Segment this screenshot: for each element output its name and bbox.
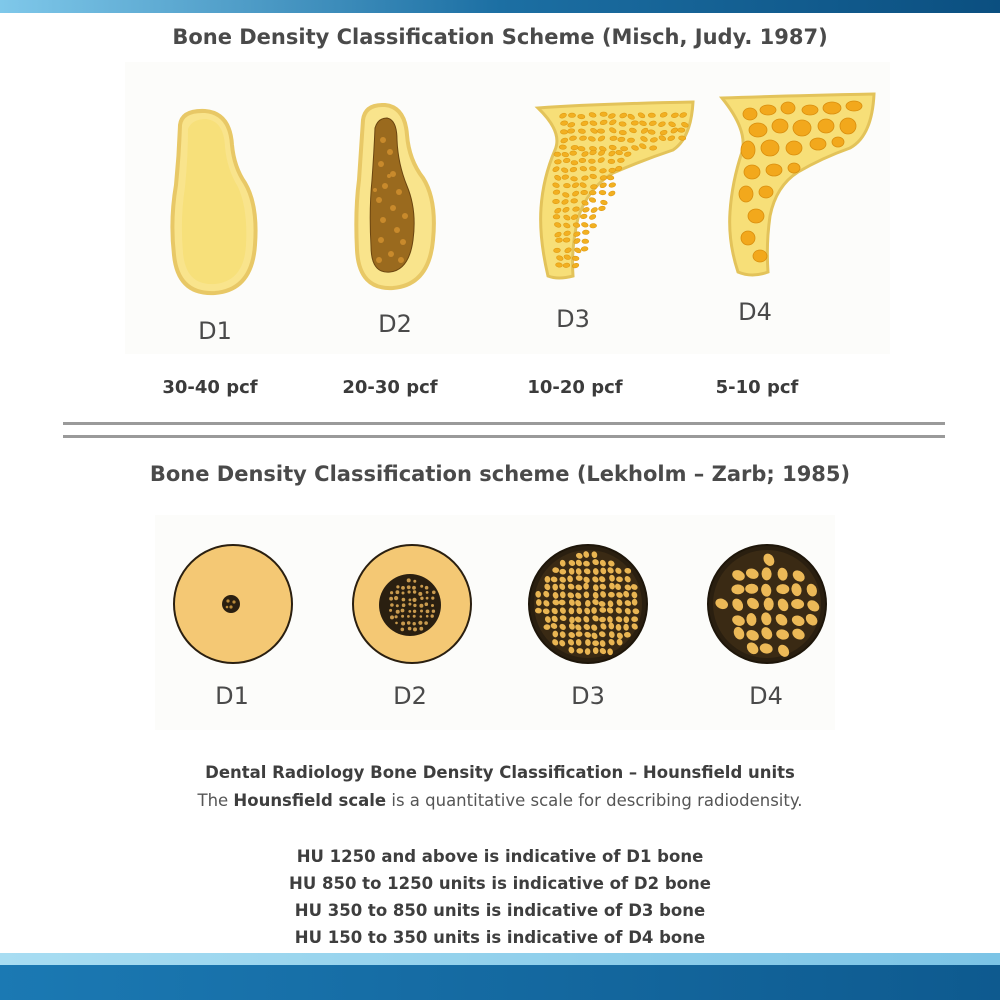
- lekholm-zarb-section-title: Bone Density Classification scheme (Lekholm – Zarb; 1985): [149, 462, 851, 486]
- hounsfield-scale-term: Hounsfield scale: [233, 791, 387, 810]
- hu-range-d1: HU 1250 and above is indicative of D1 bone: [296, 847, 704, 866]
- lz-d4-disc: [705, 542, 829, 666]
- section-divider-bottom: [63, 435, 945, 438]
- misch-density-d1: 30-40 pcf: [162, 377, 258, 398]
- lz-label-d1: D1: [215, 682, 249, 710]
- top-band: [0, 0, 1000, 13]
- hounsfield-heading: Dental Radiology Bone Density Classification – Hounsfield units: [205, 763, 795, 782]
- lz-label-d4: D4: [749, 682, 783, 710]
- lz-label-d3: D3: [571, 682, 605, 710]
- misch-density-d3: 10-20 pcf: [527, 377, 623, 398]
- misch-section-title: Bone Density Classification Scheme (Misch, Judy. 1987): [172, 25, 828, 49]
- misch-d3-bone-illustration: [533, 98, 698, 288]
- misch-d4-bone-illustration: [718, 92, 878, 282]
- misch-label-d2: D2: [378, 310, 412, 338]
- misch-d1-bone-illustration: [160, 105, 270, 305]
- misch-d2-bone-illustration: [345, 100, 445, 300]
- lz-d3-disc: [526, 542, 650, 666]
- lz-label-d2: D2: [393, 682, 427, 710]
- misch-label-d3: D3: [556, 305, 590, 333]
- hu-range-d2: HU 850 to 1250 units is indicative of D2 bone: [289, 874, 711, 893]
- hounsfield-description: The Hounsfield scale is a quantitative scale for describing radiodensity.: [197, 791, 803, 810]
- misch-label-d4: D4: [738, 298, 772, 326]
- hounsfield-ranges: [0, 843, 1000, 951]
- misch-label-d1: D1: [198, 317, 232, 345]
- misch-density-d4: 5-10 pcf: [715, 377, 799, 398]
- bottom-band-light: [0, 953, 1000, 965]
- bottom-band: [0, 965, 1000, 1000]
- lz-d2-disc: [350, 542, 474, 666]
- hu-range-d4: HU 150 to 350 units is indicative of D4 bone: [294, 928, 706, 947]
- section-divider-top: [63, 422, 945, 425]
- hu-range-d3: HU 350 to 850 units is indicative of D3 bone: [294, 901, 706, 920]
- misch-density-d2: 20-30 pcf: [342, 377, 438, 398]
- lz-d1-disc: [171, 542, 295, 666]
